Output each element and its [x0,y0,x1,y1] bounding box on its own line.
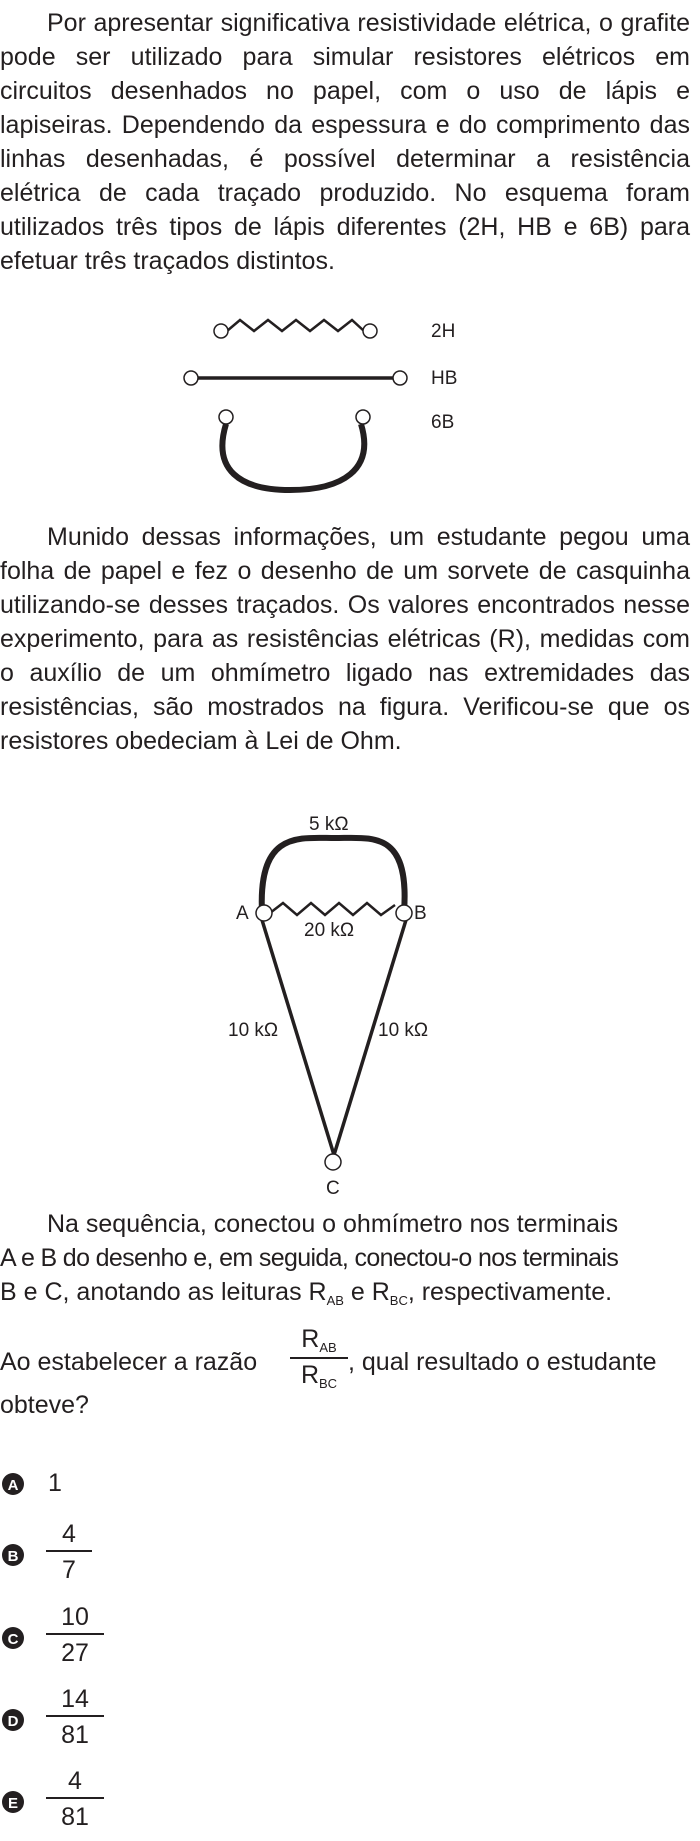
arc-5k [262,838,405,912]
ratio-fraction [290,1325,348,1393]
option-e-fraction [46,1767,104,1833]
label-hb: HB [431,368,458,389]
label-2h: 2H [431,321,456,342]
label-node-a: A [236,903,249,924]
label-20k: 20 kΩ [304,920,355,941]
svg-text:C: C [7,1631,19,1648]
question-post: , qual resultado o estudante [348,1348,657,1376]
option-d-fraction [46,1685,104,1751]
sequence-line-1: Na sequência, conectou o ohmímetro nos terminais [47,1210,619,1238]
option-c-den: 27 [61,1638,89,1667]
option-b-badge[interactable] [2,1544,24,1571]
node-a-terminal [256,905,272,921]
ratio-numerator: $R_{AB}$ [301,1325,337,1355]
middle-paragraph: Munido dessas informações, um estudante pegou uma folha de papel e fez o desenho de um sorvete de casquinha utilizando-se desses traçados. Os valores encontrados nesse experimento, para as resistências elétricas (R), medidas com o auxílio de um ohmímetro ligado nas extremidades das resistências, são mostrados na figura. Verificou-se que os resistores obedeciam à Lei de Ohm. [0,523,690,755]
sequence-line-2: A e B do desenho e, em seguida, conectou-o nos terminais [0,1244,619,1272]
sequence-line-3: B e C, anotando as leituras $R_{AB}$ e $R_{BC}$, respectivamente. [0,1278,613,1308]
option-d-num: 14 [61,1685,89,1713]
option-a-badge[interactable] [2,1473,24,1500]
option-b-den: 7 [62,1555,76,1584]
zigzag-20k [270,903,395,915]
option-e-den: 81 [61,1802,89,1831]
option-b-fraction [46,1520,92,1586]
option-d-den: 81 [61,1720,89,1749]
option-e-badge[interactable] [2,1791,24,1818]
svg-text:E: E [7,1795,19,1812]
question-line-2: obteve? [0,1391,89,1419]
label-5k: 5 kΩ [309,814,349,835]
svg-text:A: A [7,1477,19,1494]
ratio-denominator: $R_{BC}$ [300,1360,338,1391]
label-10k-left: 10 kΩ [228,1020,279,1041]
label-node-c: C [326,1178,340,1199]
intro-paragraph: Por apresentar significativa resistividade elétrica, o grafite pode ser utilizado para simular resistores elétricos em circuitos desenhados no papel, com o uso de lápis e lapiseiras. Dependendo da espessura e do comprimento das linhas desenhadas, é possível determinar a resistência elétrica de cada traçado produzido. No esquema foram utilizados três tipos de lápis diferentes (2H, HB e 6B) para efetuar três traçados distintos. [0,9,690,275]
option-c-badge[interactable] [2,1627,24,1654]
option-c-fraction [46,1603,104,1669]
label-10k-right: 10 kΩ [378,1020,429,1041]
option-d-badge[interactable] [2,1709,24,1736]
svg-text:B: B [7,1548,19,1565]
label-node-b: B [414,903,427,924]
option-e-num: 4 [68,1767,82,1795]
svg-text:D: D [7,1713,19,1730]
node-b-terminal [396,905,412,921]
option-c-num: 10 [61,1603,89,1631]
label-6b: 6B [431,412,455,433]
node-c-terminal [325,1154,341,1170]
option-a-text: 1 [48,1469,62,1497]
option-b-num: 4 [62,1520,76,1548]
question-pre: Ao estabelecer a razão [0,1348,258,1376]
